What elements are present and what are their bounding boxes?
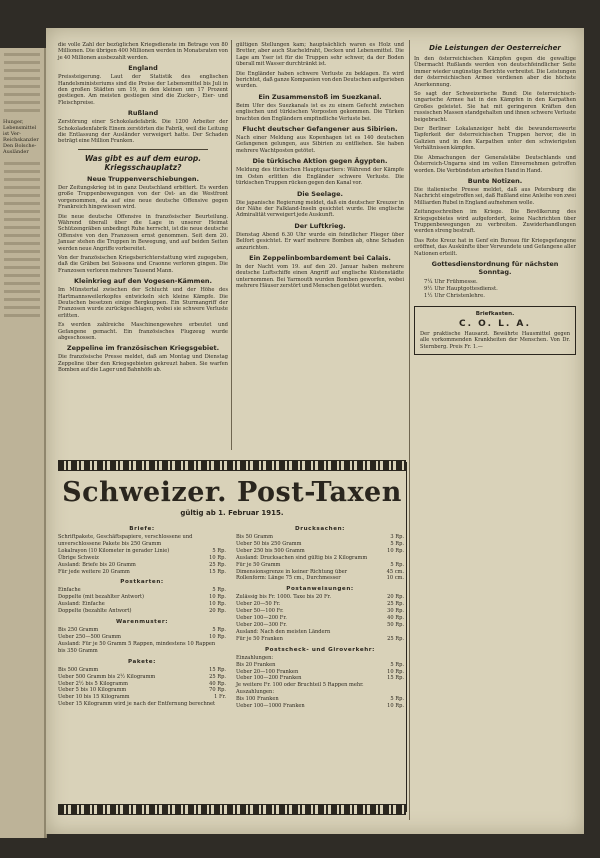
article-subheading: Kleinkrieg auf den Vogesen-Kämmen. bbox=[74, 277, 212, 286]
tariff-label: Für je 50 Franken bbox=[236, 635, 283, 642]
article-text: So sagt der Schweizerische Bund: Die österreichisch-ungarische Armee hat in den Kämpfen in den Karpathen Großes geleistet. Sie hat mit geringeren Kräften den russischen Massen standgehalten und ihnen schwere Verluste beigebracht. bbox=[414, 91, 576, 123]
tariff-row bbox=[236, 569, 404, 576]
tariff-valid-date: gültig ab 1. Februar 1915. bbox=[180, 509, 284, 517]
tariff-label: Ausland: Einfache bbox=[58, 601, 105, 608]
tariff-price: 15 Rp. bbox=[387, 675, 404, 682]
tariff-price: 1 Fr. bbox=[214, 694, 226, 701]
tariff-label: Bis 100 Franken bbox=[236, 696, 279, 703]
tariff-label: Bis 50 Gramm bbox=[236, 534, 273, 540]
article-text: In den österreichischen Kämpfen gegen die gewaltige Übermacht Rußlands werden von deutschfeindlicher Seite immer wieder ungünstige Berichte verbreitet. Die Leistungen der österreichischen Armee verdienen aber die höchste Anerkennung. bbox=[414, 56, 576, 88]
article-text: Zerstörung einer Schokoladefabrik. Die 1200 Arbeiter der Schokoladenfabrik Einem zerstörten die Fabrik, weil die Leitung die Entlassung der Ausländer verweigert hatte. Der Schaden beträgt eine Million Franken. bbox=[58, 119, 228, 145]
tariff-label: Ausland: Nach den meisten Ländern bbox=[236, 628, 331, 635]
tariff-price: 5 Rp. bbox=[390, 661, 404, 668]
tariff-price: 30 Rp. bbox=[387, 608, 404, 615]
tariff-label: Für je 50 Gramm bbox=[236, 561, 281, 568]
tariff-row bbox=[236, 682, 404, 689]
tariff-label: Ueber 5 bis 10 Kilogramm bbox=[58, 687, 127, 694]
schedule-line: 1½ Uhr Christenlehre. bbox=[424, 292, 485, 299]
tariff-row bbox=[58, 569, 226, 576]
adjacent-page-edge bbox=[0, 48, 47, 838]
tariff-section-heading: Briefe: bbox=[129, 526, 155, 532]
article-subheading: Ein Zusammenstoß im Suezkanal. bbox=[258, 92, 382, 101]
ornamental-border bbox=[58, 460, 406, 471]
tariff-price: 5 Rp. bbox=[212, 547, 226, 554]
tariff-row bbox=[236, 629, 404, 636]
fragment: Ausländer bbox=[3, 149, 29, 155]
tariff-row bbox=[58, 608, 226, 615]
tariff-price: 25 Rp. bbox=[209, 673, 226, 680]
article-subheading: Bunte Notizen. bbox=[467, 176, 523, 185]
tariff-label: Dimensionsgrenze in keiner Richtung über bbox=[236, 568, 348, 575]
tariff-row bbox=[236, 534, 404, 541]
tariff-price: 10 cm. bbox=[386, 575, 404, 582]
article-subheading: Ein Zeppelinbombardement bei Calais. bbox=[249, 253, 391, 262]
article-text: Die neue deutsche Offensive in französischer Beurteilung. Während überall über die Lage in unserer Heimat Schützengräben unbedingt Ruhe herrscht, ist die neue deutsche Offensive von den Franzosen ernst genommen. Seit dem 20. Januar stehen die Truppen in Bewegung, und auf beiden Seiten werden neue Angriffe vorbereitet. bbox=[58, 213, 228, 252]
ad-brand: C. O. L. A. bbox=[458, 318, 531, 329]
article-text: Der Berliner Lokalanzeiger hebt die bewundernswerte Tapferkeit der österreichischen Truppen hervor, die in Galizien und in den Karpathen unter den schwierigsten Verhältnissen kämpfen. bbox=[414, 126, 576, 152]
article-text: Beim Ufer des Suezkanals ist es zu einem Gefecht zwischen englischen und türkischen Vorposten gekommen. Die Türken brachten den Engländern empfindliche Verluste bei. bbox=[236, 102, 404, 122]
article-headline: Die Leistungen der Oesterreicher bbox=[429, 44, 561, 52]
tariff-price: 40 Rp. bbox=[209, 680, 226, 687]
tariff-row bbox=[236, 601, 404, 608]
tariff-price: 5 Rp. bbox=[390, 696, 404, 703]
ad-title: Briefkasten. bbox=[475, 310, 515, 317]
column-3 bbox=[414, 42, 576, 355]
post-tariff-banner bbox=[58, 460, 406, 521]
tariff-price: 40 Rp. bbox=[387, 615, 404, 622]
tariff-label: Ausland: Briefe bis 20 Gramm bbox=[58, 561, 136, 568]
article-text: Nach einer Meldung aus Kopenhagen ist es 140 deutschen Gefangenen gelungen, aus Sibirien zu entfliehen. Sie haben mehrere Wachtposten getötet. bbox=[236, 135, 404, 154]
tariff-row bbox=[58, 634, 226, 641]
tariff-label: Ueber 200—300 Fr. bbox=[236, 621, 287, 628]
article-text: Im Münstertal zwischen der Schlucht und der Höhe des Hartmannsweilerkopfes entwickeln sich kleine Kämpfe. Die Deutschen besetzen einige Bergkuppen. Ein Sturmangriff der Franzosen wurde zurückgeschlagen, wobei sie schwere Verluste erlitten. bbox=[58, 287, 228, 319]
tariff-label: Ueber 50 bis 250 Gramm bbox=[236, 540, 302, 547]
tariff-price: 15 Rp. bbox=[209, 568, 226, 575]
article-text: Die Engländer haben schwere Verluste zu beklagen. Es wird berichtet, daß ganze Kompanien von den Deutschen aufgerieben wurden. bbox=[236, 70, 404, 90]
article-subheading: Die Seelage. bbox=[297, 189, 343, 198]
tariff-row bbox=[236, 703, 404, 710]
adjacent-page-text bbox=[0, 117, 44, 157]
tariff-section-heading: Warenmuster: bbox=[115, 619, 169, 626]
tariff-price: 10 Rp. bbox=[209, 601, 226, 608]
tariff-row bbox=[236, 689, 404, 696]
section-heading: England bbox=[128, 64, 158, 73]
article-text: Die Abmachungen der Generalstäbe Deutschlands und Österreich-Ungarns sind im vollen Einvernehmen getroffen worden. Die Verbündeten arbeiten Hand in Hand. bbox=[414, 154, 576, 174]
tariff-label: Ueber 100—200 Fr. bbox=[236, 615, 287, 622]
article-text: die volle Zahl der bezüglichen Kriegsdienste im Betrage von 80 Millionen. Die übrigen 400 Millionen werden in Monatsraten von je 40 Millionen ausbezahlt werden. bbox=[58, 42, 228, 61]
article-text: In der Nacht vom 19. auf den 20. Januar haben mehrere deutsche Luftschiffe einen Angriff auf englische Küstenstädte unternommen. Bei Yarmouth wurden Bomben geworfen, wobei mehrere Häuser zerstört und Menschen getötet wurden. bbox=[236, 263, 404, 290]
article-subheading: Die türkische Aktion gegen Ägypten. bbox=[252, 157, 388, 166]
tariff-label: Doppelte (bezahlte Antwort) bbox=[58, 608, 132, 615]
tariff-frame-edge bbox=[406, 462, 407, 812]
tariff-price: 15 Rp. bbox=[209, 666, 226, 673]
tariff-section-heading: Drucksachen: bbox=[294, 526, 346, 532]
schedule-line: 7¼ Uhr Frühmesse. bbox=[424, 278, 478, 285]
tariff-label: Ausland: Für je 50 Gramm 5 Rappen, mindestens 10 Rappen bis 350 Gramm bbox=[58, 640, 216, 654]
schedule-line: 9½ Uhr Hauptgottesdienst. bbox=[424, 285, 498, 292]
tariff-label: Ueber 100—1000 Franken bbox=[236, 703, 305, 710]
tariff-price: 5 Rp. bbox=[212, 627, 226, 634]
tariff-label: Zulässig bis Fr. 1000. Taxe bis 20 Fr. bbox=[236, 594, 331, 601]
tariff-section-heading: Postanweisungen: bbox=[286, 586, 354, 593]
tariff-section-heading: Postscheck- und Giroverkehr: bbox=[264, 646, 376, 653]
ad-text: Der praktische Hausarzt. Bewährte Hausmittel gegen alle vorkommenden Krankheiten der Menschen. Von Dr. Sternberg. Preis Fr. 1.— bbox=[420, 330, 570, 350]
tariff-price: 25 Rp. bbox=[387, 601, 404, 608]
article-subheading: Flucht deutscher Gefangener aus Sibirien. bbox=[242, 125, 398, 134]
article-text: Preissteigerung. Laut der Statistik des englischen Handelsministeriums sind die Preise der Lebensmittel bis Juli in den großen Städten um 19, in den kleinen um 17 Prozent gestiegen. Am meisten gestiegen sind die Zucker-, Eier- und Fleischpreise. bbox=[58, 74, 228, 106]
tariff-label: Bis 250 Gramm bbox=[58, 627, 99, 634]
tariff-label: Ausland: Drucksachen sind gültig bis 2 Kilogramm bbox=[236, 554, 368, 561]
tariff-price: 10 Rp. bbox=[209, 633, 226, 640]
article-subheading: Zeppeline im französischen Kriegsgebiet. bbox=[66, 344, 220, 353]
tariff-row bbox=[236, 675, 404, 682]
tariff-label: Schriftpakete, Geschäftspapiere, verschlossene und unverschlossene Pakete bis 250 Gramm bbox=[58, 534, 193, 547]
tariff-row bbox=[236, 662, 404, 669]
tariff-row bbox=[236, 594, 404, 601]
article-text: Dienstag Abend 6.30 Uhr wurde ein feindlicher Flieger über Belfort gesichtet. Er warf mehrere Bomben ab, ohne Schaden anzurichten. bbox=[236, 231, 404, 251]
tariff-price: 10 Rp. bbox=[387, 668, 404, 675]
tariff-row bbox=[236, 548, 404, 555]
article-text: Die italienische Presse meldet, daß aus Petersburg die Nachricht eingetroffen sei, daß Rußland eine Anleihe von zwei Milliarden Rubel in England aufnehmen wolle. bbox=[414, 186, 576, 206]
tariff-price: 3 Rp. bbox=[390, 534, 404, 540]
tariff-label: Ueber 20—100 Franken bbox=[236, 668, 299, 675]
church-schedule-heading: Gottesdienstordnung für nächsten Sonntag. bbox=[431, 259, 559, 276]
article-text: Die französische Presse meldet, daß am Montag und Dienstag Zeppeline über den Kriegsgebieten gekreuzt haben. Sie warfen Bomben auf die Lager und Bahnhöfe ab. bbox=[58, 354, 228, 374]
tariff-right-column bbox=[236, 522, 404, 710]
church-schedule bbox=[424, 279, 576, 300]
tariff-row bbox=[236, 696, 404, 703]
tariff-price: 50 Rp. bbox=[387, 621, 404, 628]
advertisement-box bbox=[414, 306, 576, 355]
article-text: Die japanische Regierung meldet, daß ein deutscher Kreuzer in der Nähe der Falkland-Inseln gesichtet wurde. Die englische Admiralität verweigert jede Auskunft. bbox=[236, 199, 404, 219]
tariff-row bbox=[58, 701, 226, 708]
tariff-row bbox=[58, 562, 226, 569]
tariff-row bbox=[58, 687, 226, 694]
tariff-row bbox=[58, 667, 226, 674]
column-1 bbox=[58, 42, 228, 377]
fragment: Reichskanzler bbox=[3, 137, 39, 143]
fragment: ist Ver- bbox=[3, 131, 21, 137]
tariff-row bbox=[236, 669, 404, 676]
tariff-row bbox=[58, 594, 226, 601]
column-rule bbox=[409, 40, 410, 820]
tariff-price: 70 Rp. bbox=[209, 687, 226, 694]
tariff-label: Doppelte (mit bezahlter Antwort) bbox=[58, 594, 145, 601]
tariff-label: Ueber 500 Gramm bis 2½ Kilogramm bbox=[58, 673, 156, 680]
column-2 bbox=[236, 42, 404, 293]
article-headline: Was gibt es auf dem europ. Kriegsschauplatz? bbox=[84, 153, 202, 172]
fragment: Hunger, bbox=[3, 119, 24, 125]
tariff-label: Ueber 100—200 Franken bbox=[236, 675, 302, 682]
tariff-label: Einzahlungen: bbox=[236, 654, 274, 661]
tariff-label: Ueber 20—50 Fr. bbox=[236, 601, 281, 608]
fragment: Lebensmittel bbox=[3, 125, 37, 131]
column-rule bbox=[231, 40, 232, 450]
tariff-price: 5 Rp. bbox=[390, 561, 404, 568]
ornamental-border bbox=[58, 804, 406, 815]
tariff-price: 5 Rp. bbox=[390, 540, 404, 547]
tariff-label: Ueber 50—100 Fr. bbox=[236, 608, 284, 615]
tariff-row bbox=[58, 534, 226, 548]
tariff-label: Ueber 2½ bis 5 Kilogramm bbox=[58, 680, 128, 687]
tariff-row bbox=[236, 622, 404, 629]
tariff-price: 25 Rp. bbox=[209, 561, 226, 568]
tariff-label: Auszahlungen: bbox=[236, 689, 275, 696]
tariff-row bbox=[236, 555, 404, 562]
fragment: Den Bolsche- bbox=[3, 143, 37, 149]
tariff-left-column bbox=[58, 522, 226, 708]
article-text: Meldung des türkischen Hauptquartiers: Während der Kämpfe im Osten erlitten die Engländer schwere Verluste. Die türkischen Truppen rücken gegen den Kanal vor. bbox=[236, 167, 404, 187]
article-text: Von der französischen Kriegsberichterstattung wird zugegeben, daß die Gräben bei Soissons und Craonne verloren gingen. Die Franzosen verloren mehrere Tausend Mann. bbox=[58, 254, 228, 274]
tariff-price: 5 Rp. bbox=[212, 587, 226, 594]
tariff-row bbox=[58, 694, 226, 701]
tariff-price: 25 Rp. bbox=[387, 635, 404, 642]
article-text: gültigen Stellungen kam; hauptsächlich waren es Holz und Bretter, aber auch Stacheldraht, Decken und Lebensmittel. Die Lage am Yser ist für die Truppen sehr schwer, da der Boden überall mit Wasser durchtränkt ist. bbox=[236, 42, 404, 68]
tariff-price: 10 Rp. bbox=[387, 703, 404, 710]
tariff-label: Einfache bbox=[58, 587, 81, 594]
tariff-title: Schweizer. Post-Taxen bbox=[62, 477, 402, 508]
newspaper-page bbox=[46, 28, 584, 834]
tariff-row bbox=[236, 575, 404, 582]
tariff-price: 10 Rp. bbox=[209, 594, 226, 601]
post-tariff-footer bbox=[58, 804, 406, 815]
tariff-row bbox=[58, 555, 226, 562]
tariff-label: Für jede weitere 20 Gramm bbox=[58, 568, 130, 575]
tariff-label: Ueber 10 bis 15 Kilogramm bbox=[58, 694, 130, 701]
tariff-label: Bis 500 Gramm bbox=[58, 666, 99, 673]
tariff-row bbox=[58, 674, 226, 681]
tariff-price: 20 Rp. bbox=[209, 608, 226, 615]
article-text: Es werden zahlreiche Maschinengewehre erbeutet und Gefangene gemacht. Ein französisches Flugzeug wurde abgeschossen. bbox=[58, 322, 228, 341]
tariff-price: 10 Rp. bbox=[209, 554, 226, 561]
tariff-price: 45 cm. bbox=[386, 568, 404, 575]
article-subheading: Neue Truppenverschiebungen. bbox=[87, 174, 199, 183]
tariff-row bbox=[236, 562, 404, 569]
tariff-row bbox=[236, 636, 404, 643]
tariff-label: Je weitere Fr. 100 oder Bruchteil 5 Rappen mehr. bbox=[236, 682, 364, 689]
tariff-row bbox=[236, 615, 404, 622]
tariff-row bbox=[236, 655, 404, 662]
tariff-section-heading: Pakete: bbox=[128, 658, 156, 665]
tariff-price: 10 Rp. bbox=[387, 547, 404, 554]
tariff-price: 20 Rp. bbox=[387, 594, 404, 601]
tariff-label: Ueber 250 bis 500 Gramm bbox=[236, 547, 305, 554]
article-text: Das Rote Kreuz hat in Genf ein Bureau für Kriegsgefangene eröffnet, das Auskünfte über Verwundete und Gefangene aller Nationen erteilt. bbox=[414, 237, 576, 257]
tariff-row bbox=[58, 548, 226, 555]
tariff-row bbox=[58, 627, 226, 634]
tariff-label: Rollenform: Länge 75 cm., Durchmesser bbox=[236, 575, 341, 582]
tariff-row bbox=[58, 641, 226, 655]
tariff-label: Bis 20 Franken bbox=[236, 661, 276, 668]
tariff-row bbox=[236, 541, 404, 548]
tariff-row bbox=[236, 608, 404, 615]
divider bbox=[78, 149, 208, 150]
section-heading: Rußland bbox=[127, 109, 159, 118]
tariff-section-heading: Postkarten: bbox=[120, 579, 164, 586]
tariff-row bbox=[58, 681, 226, 688]
tariff-label: Lokalrayon (10 Kilometer in gerader Linie) bbox=[58, 547, 170, 554]
tariff-label: Übrige Schweiz bbox=[58, 554, 99, 561]
article-text: Zeitungsschreiben im Kriege. Die Bevölkerung des Kriegsgebietes wird aufgefordert, keine Nachrichten über Truppenbewegungen zu verbreiten. Zuwiderhandlungen werden streng bestraft. bbox=[414, 209, 576, 235]
tariff-label: Ueber 15 Kilogramm wird je nach der Entfernung berechnet bbox=[58, 701, 216, 708]
article-subheading: Der Luftkrieg. bbox=[294, 221, 346, 230]
article-text: Der Zeitungskrieg ist in ganz Deutschland erbittert. Es werden große Truppenbewegungen von der Ost- an die Westfront vorgenommen, da auf eine neue deutsche Offensive gegen Frankreich hingewiesen wird. bbox=[58, 184, 228, 211]
post-tariff-table bbox=[58, 522, 406, 820]
tariff-label: Ueber 250—500 Gramm bbox=[58, 633, 121, 640]
